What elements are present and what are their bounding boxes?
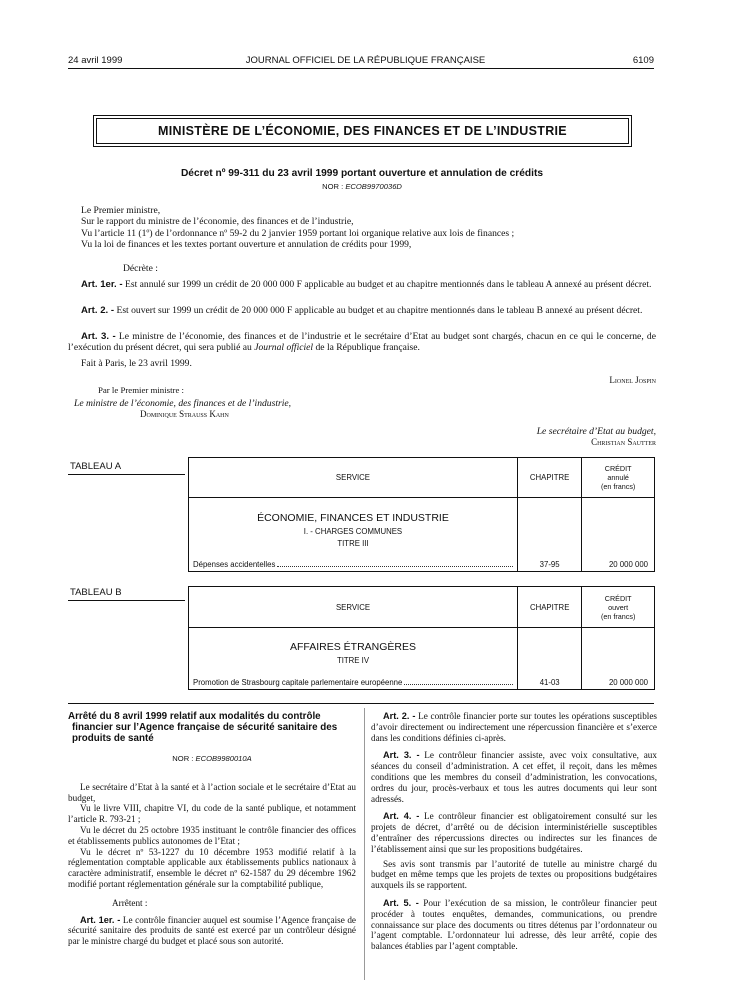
- decret-fait: Fait à Paris, le 23 avril 1999.: [81, 358, 192, 369]
- ministry-heading: MINISTÈRE DE L’ÉCONOMIE, DES FINANCES ET DE L’INDUSTRIE: [96, 118, 629, 144]
- arrete-title: Arrêté du 8 avril 1999 relatif aux modalités du contrôle financier sur l’Agence française de sécurité sanitaire des produits de santé: [68, 711, 338, 744]
- credit-unit: (en francs): [600, 482, 636, 491]
- credit-label: CRÉDIT: [604, 464, 632, 473]
- tableau-b-credit-cell: 20 000 000: [582, 628, 655, 690]
- credit-type: annulé: [607, 473, 629, 482]
- arrete-nor: [68, 754, 356, 765]
- signature-prime-minister: Lionel Jospin: [609, 375, 656, 385]
- arrete-arretent: Arrêtent :: [112, 897, 148, 908]
- arrete-article-1-text: Le contrôle financier auquel est soumise l’Agence française de sécurité sanitaire des produits de santé est exercé par un contrôleur désigné par le ministre chargé du budget et placé sous son autorité.: [68, 914, 356, 947]
- tableau-b-label: TABLEAU B: [70, 587, 122, 598]
- arrete-article-4-label: Art. 4. -: [383, 811, 420, 822]
- tableau-a-col-credit: [582, 458, 655, 498]
- arrete-article-4-continued: Ses avis sont transmis par l’autorité de tutelle au ministre chargé du budget en même temps que les projets de textes ou propositions budgétaires auxquels ils se rapportent.: [371, 858, 657, 891]
- arrete-article-3-label: Art. 3. -: [383, 750, 420, 761]
- arrete-right-column: [371, 711, 657, 952]
- arrete-paragraph: Vu le livre VIII, chapitre VI, du code de la santé publique, et notamment l’article R. 793-21 ;: [68, 803, 356, 825]
- tableau-a-row-label: Dépenses accidentelles: [193, 560, 276, 569]
- tableau-b-chapitre-cell: 41-03: [518, 628, 582, 690]
- tableau-a-table: [188, 457, 655, 572]
- arrete-article-1: [68, 915, 356, 947]
- tableau-a-row: [193, 560, 515, 569]
- tableau-a-service-cell: [189, 498, 518, 572]
- arrete-article-1-label: Art. 1er. -: [80, 914, 121, 925]
- minister-role: Le ministre de l’économie, des finances et de l’industrie,: [74, 398, 292, 409]
- tableau-b-body-row: [189, 628, 655, 690]
- tableau-a-heading: ÉCONOMIE, FINANCES ET INDUSTRIE: [257, 512, 449, 524]
- arrete-paragraph: Vu le décret nº 53-1227 du 10 décembre 1953 modifié relatif à la réglementation comptable applicable aux établissements publics nationaux à caractère administratif, ensemble le décret nº 62-1587 du 29 décembre 1962 modifié portant réglementation générale sur la comptabilité publique,: [68, 846, 356, 889]
- tableau-b-col-chapitre: CHAPITRE: [518, 587, 582, 628]
- tableau-b-row: [193, 678, 515, 687]
- secretary-role: Le secrétaire d’Etat au budget,: [536, 426, 656, 437]
- leader-dots: [277, 560, 513, 567]
- arrete-article-2: [371, 711, 657, 743]
- credit-type: ouvert: [608, 602, 629, 612]
- decret-nor: [68, 182, 656, 191]
- decret-decrete: Décrète :: [123, 263, 158, 274]
- arrete-article-5-text: Pour l’exécution de sa mission, le contrôleur financier peut procéder à toutes enquêtes, demandes, communications, ou prendre connaissance sur place des documents ou titres détenus par l’ordonnateur ou l’agent comptable. L’ordonnateur lui adresse, dès leur arrêté, copie des balances établies par l’agent comptable.: [371, 897, 657, 952]
- article-3-journal: Journal officiel: [254, 342, 314, 354]
- tableau-a-header-row: [189, 458, 655, 498]
- header-page-number: 6109: [632, 55, 654, 66]
- decret-article-3: [68, 331, 656, 354]
- credit-label: CRÉDIT: [604, 593, 632, 603]
- tableau-b-col-credit: [582, 587, 655, 628]
- par-le-premier-ministre: Par le Premier ministre :: [98, 385, 184, 395]
- header-journal: JOURNAL OFFICIEL DE LA RÉPUBLIQUE FRANÇAISE: [245, 55, 486, 66]
- arrete-article-2-label: Art. 2. -: [383, 711, 416, 721]
- tableau-b-rule: [68, 600, 185, 601]
- tableau-a-col-service: SERVICE: [189, 458, 518, 498]
- article-1-label: Art. 1er. -: [81, 279, 123, 290]
- article-3-text: Le ministre de l’économie, des finances et de l’industrie et le secrétaire d’Etat au budget sont chargés, chacun en ce qui le concerne, de l’exécution du présent décret, qui sera publié au: [68, 331, 656, 354]
- arrete-nor-label: NOR :: [172, 754, 194, 763]
- credit-unit: (en francs): [600, 611, 636, 621]
- tableau-a-col-chapitre: CHAPITRE: [517, 458, 581, 498]
- tableau-b-service-cell: [189, 628, 518, 690]
- arrete-article-5-label: Art. 5. -: [383, 897, 419, 908]
- tableau-a-body-row: [189, 498, 655, 572]
- leader-dots: [404, 678, 513, 685]
- visa-line: Le Premier ministre,: [81, 205, 161, 216]
- arrete-article-4: [371, 811, 657, 854]
- visa-line: Vu la loi de finances et les textes portant ouverture et annulation de crédits pour 1999,: [81, 238, 412, 250]
- tableau-b-heading: AFFAIRES ÉTRANGÈRES: [290, 641, 417, 653]
- decret-article-1: [68, 279, 656, 290]
- arrete-article-3: [371, 750, 657, 804]
- minister-name: Dominique Strauss Kahn: [140, 409, 229, 419]
- arrete-left-column: [68, 711, 356, 947]
- decret-article-2: [68, 305, 656, 316]
- arrete-nor-code: ECOB9980010A: [195, 754, 252, 763]
- visa-line: Sur le rapport du ministre de l’économie, des finances et de l’industrie,: [81, 216, 354, 228]
- article-2-text: Est ouvert sur 1999 un crédit de 20 000 000 F applicable au budget et au chapitre mentionnés dans le tableau B annexé au présent décret.: [114, 305, 643, 316]
- tableau-a-sub2: TITRE III: [337, 539, 369, 548]
- tableau-b-col-service: SERVICE: [189, 587, 518, 628]
- header-date: 24 avril 1999: [68, 55, 123, 66]
- tableau-a-credit-cell: 20 000 000: [582, 498, 655, 572]
- decret-title: Décret nº 99-311 du 23 avril 1999 portant ouverture et annulation de crédits: [180, 168, 544, 179]
- tableau-a-chapitre-cell: 37-95: [517, 498, 581, 572]
- column-divider: [364, 708, 365, 980]
- decret-nor-code: ECOB9970036D: [345, 182, 402, 191]
- decret-nor-label: NOR :: [322, 182, 344, 191]
- tableau-b-sub1: TITRE IV: [336, 656, 370, 665]
- arrete-article-5: [371, 898, 657, 952]
- arrete-article-4-text: Le contrôleur financier est obligatoirement consulté sur les projets de décret, d’arrêté ou de décision interministérielle susceptibles d’entraîner des répercussions directes ou indirectes sur les finances de l’établissement ainsi que sur les propositions budgétaires.: [371, 811, 657, 854]
- article-1-text: Est annulé sur 1999 un crédit de 20 000 000 F applicable au budget et au chapitre mentionnés dans le tableau A annexé au présent décret.: [122, 279, 652, 290]
- article-2-label: Art. 2. -: [81, 305, 115, 316]
- decret-visas: [68, 205, 656, 250]
- visa-line: Vu l’article 11 (1º) de l’ordonnance nº 59-2 du 2 janvier 1959 portant loi organique relative aux lois de finances ;: [81, 227, 515, 239]
- tableau-a-rule: [68, 474, 185, 475]
- arrete-paragraph: Le secrétaire d’Etat à la santé et à l’action sociale et le secrétaire d’Etat au budget,: [68, 781, 356, 803]
- tableau-a-label: TABLEAU A: [70, 461, 122, 472]
- article-3-text-end: de la République française.: [313, 342, 420, 354]
- secretary-name: Christian Sautter: [591, 437, 656, 447]
- tableau-b-table: [188, 586, 655, 690]
- arrete-article-3-text: Le contrôleur financier assiste, avec voix consultative, aux séances du conseil d’administration. A cet effet, il reçoit, dans les mêmes conditions que les membres du conseil d’administration, les convocations, ordres du jour, procès-verbaux et tous les autres documents qui leur sont adressés.: [371, 750, 657, 804]
- tableau-b-header-row: [189, 587, 655, 628]
- arrete-article-2-text: Le contrôle financier porte sur toutes les opérations susceptibles d’avoir directement ou indirectement une répercussion financière et s’exerce dans les conditions définies ci-après.: [371, 711, 657, 743]
- article-3-label: Art. 3. -: [81, 331, 116, 342]
- tableau-b-row-label: Promotion de Strasbourg capitale parlementaire européenne: [193, 678, 403, 687]
- tableau-a-sub1: I. - CHARGES COMMUNES: [303, 527, 403, 536]
- arrete-paragraph: Vu le décret du 25 octobre 1935 instituant le contrôle financier des offices et établissements publics autonomes de l’Etat ;: [68, 824, 356, 846]
- section-rule: [68, 703, 654, 704]
- header-rule: [68, 68, 654, 69]
